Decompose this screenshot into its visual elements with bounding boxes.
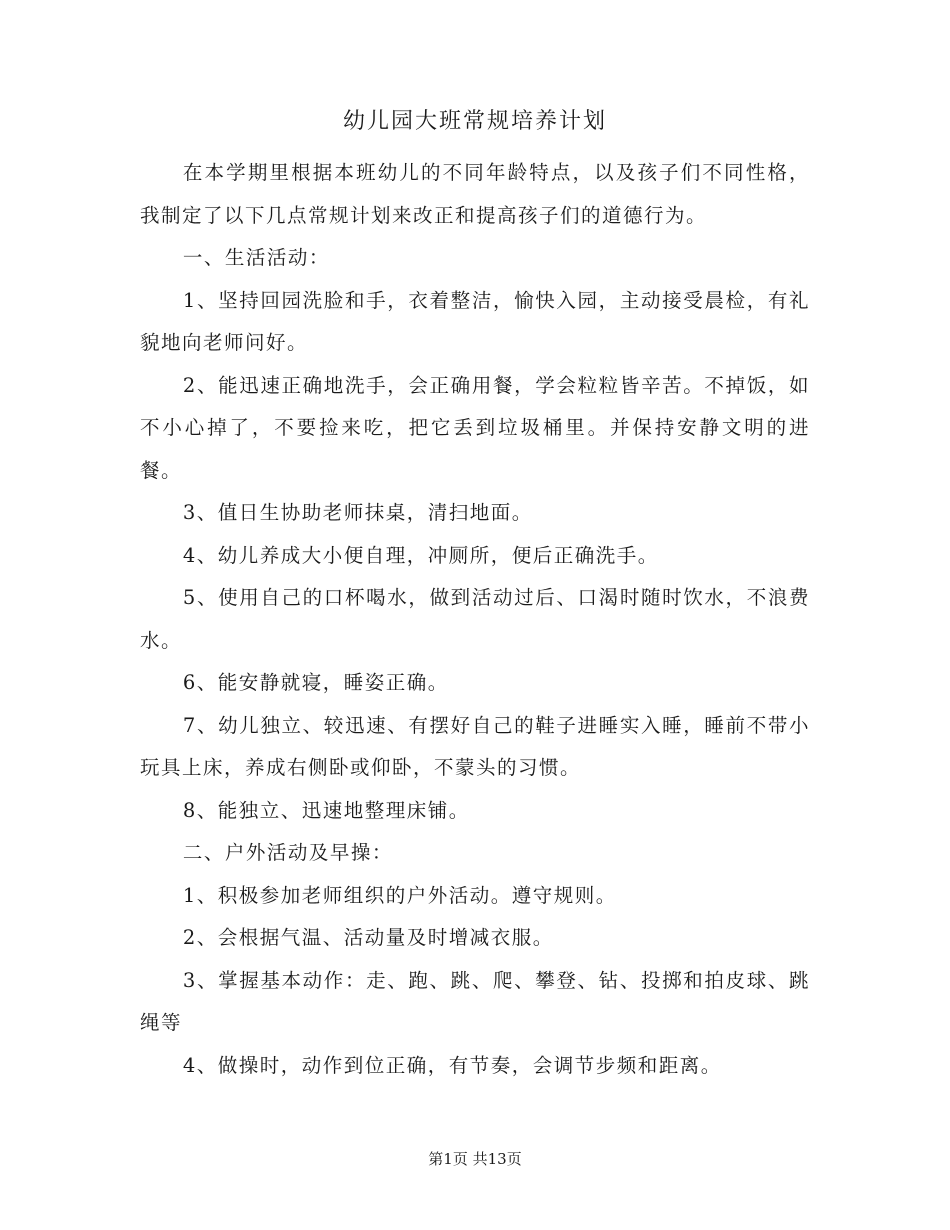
list-item: 2、会根据气温、活动量及时增减衣服。 [182, 926, 554, 949]
list-item: 4、做操时，动作到位正确，有节奏，会调节步频和距离。 [182, 1053, 722, 1077]
document-body [140, 152, 810, 1087]
list-item: 4、幼儿养成大小便自理，冲厕所，便后正确洗手。 [182, 543, 659, 567]
list-item: 3、值日生协助老师抹桌，清扫地面。 [182, 501, 533, 524]
list-item: 7、幼儿独立、较迅速、有摆好自己的鞋子进睡实入睡，睡前不带小玩具上床，养成右侧卧或仰卧，不蒙头的习惯。 [140, 713, 810, 779]
list-item: 1、积极参加老师组织的户外活动。遵守规则。 [182, 883, 617, 907]
list-item: 3、掌握基本动作：走、跑、跳、爬、攀登、钻、投掷和拍皮球、跳绳等 [140, 968, 810, 1034]
list-item: 2、能迅速正确地洗手，会正确用餐，学会粒粒皆辛苦。不掉饭，如不小心掉了，不要捡来吃，把它丢到垃圾桶里。并保持安静文明的进餐。 [140, 373, 810, 482]
section-heading-outdoor: 二、户外活动及早操： [182, 841, 393, 864]
document-title: 幼儿园大班常规培养计划 [342, 109, 607, 134]
list-item: 6、能安静就寝，睡姿正确。 [182, 671, 449, 694]
list-item: 1、坚持回园洗脸和手，衣着整洁，愉快入园，主动接受晨检，有礼貌地向老师问好。 [140, 288, 810, 354]
list-item: 5、使用自己的口杯喝水，做到活动过后、口渴时随时饮水，不浪费水。 [140, 586, 810, 652]
list-item: 8、能独立、迅速地整理床铺。 [182, 798, 470, 822]
intro-paragraph: 在本学期里根据本班幼儿的不同年龄特点，以及孩子们不同性格，我制定了以下几点常规计划来改正和提高孩子们的道德行为。 [140, 161, 810, 227]
page-number-footer: 第1页 共13页 [428, 1150, 522, 1168]
section-heading-daily-life: 一、生活活动： [182, 246, 330, 269]
